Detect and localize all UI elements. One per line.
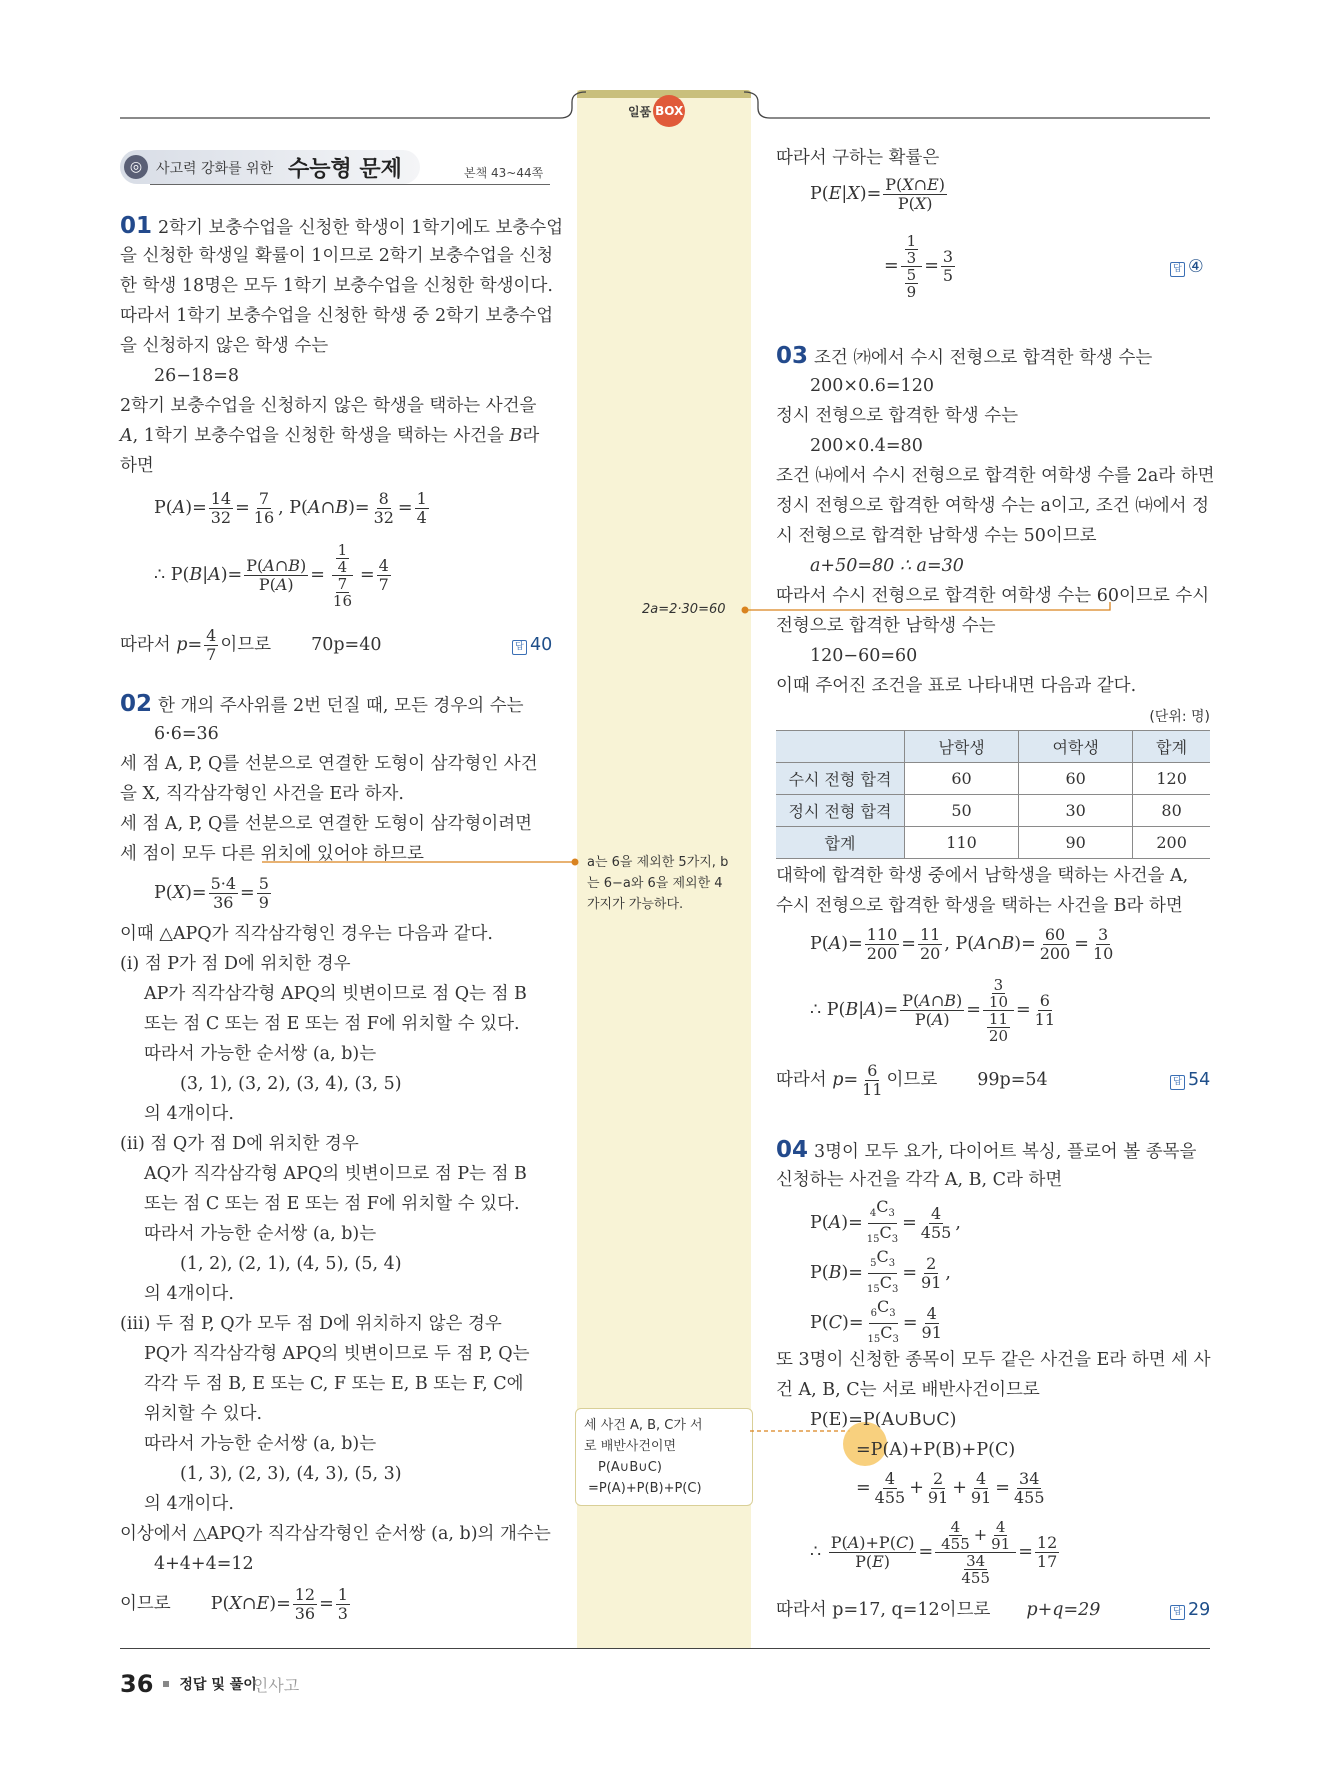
q03-line11: 120−60=60 [810,646,918,666]
q02-case3-f: 의 4개이다. [144,1494,234,1514]
q01-line5: 을 신청하지 않은 학생 수는 [120,336,329,356]
q01-conclusion: 따라서 p= $\frac{4}{7}$ 이므로 70p=40 [120,626,382,664]
q03-number: 03 [776,343,809,369]
q04-eq-pa: P(A)= $\frac{_4C_3}{_{15}C_3}$ = $\frac{4}{455}$ , [810,1197,961,1246]
q01-line7: 2학기 보충수업을 신청하지 않은 학생을 택하는 사건을 [120,396,537,416]
q02-line2: 6·6=36 [154,724,219,744]
q02-line9: 4+4+4=12 [154,1554,254,1574]
q03-line3: 정시 전형으로 합격한 학생 수는 [776,406,1019,426]
table-header-cell: 남학생 [905,731,1019,763]
table-cell: 수시 전형 합격 [776,763,905,795]
q04-eq-pb: P(B)= $\frac{_5C_3}{_{15}C_3}$ = $\frac{2}{91}$ , [810,1247,951,1296]
footer-ghost: 인사고 [252,1675,300,1695]
q01-line8: A, 1학기 보충수업을 신청한 학생을 택하는 사건을 B라 [120,426,540,446]
q03-line5: 조건 ㈏에서 수시 전형으로 합격한 여학생 수를 2a라 하면 [776,466,1215,486]
table-row [776,763,1210,795]
footer-square-icon [163,1681,169,1687]
q03-line1: 03 조건 ㈎에서 수시 전형으로 합격한 학생 수는 [776,343,1153,369]
q02-r1: 따라서 구하는 확률은 [776,148,940,168]
q02-eq1: P(X)= $\frac{5\cdot 4}{36}$ = $\frac{5}{9}$ [154,874,269,912]
q02-case2-c: 따라서 가능한 순서쌍 (a, b)는 [144,1224,377,1244]
table-cell: 200 [1133,827,1210,859]
table-cell: 정시 전형 합격 [776,795,905,827]
table-cell: 120 [1133,763,1210,795]
q02-eq4: = $\frac{\frac{1}{3}}{\frac{5}{9}}$ = $\frac{3}{5}$ [884,232,954,301]
q02-line3: 세 점 A, P, Q를 선분으로 연결한 도형이 삼각형인 사건 [120,754,538,774]
q01-line9: 하면 [120,456,154,476]
q01-line4: 따라서 1학기 보충수업을 신청한 학생 중 2학기 보충수업 [120,306,554,326]
table-cell: 30 [1019,795,1133,827]
q03-line9: 따라서 수시 전형으로 합격한 여학생 수는 60이므로 수시 [776,586,1210,606]
badge-box: BOX [653,95,685,127]
table-header-cell: 여학생 [1019,731,1133,763]
footer-rule [120,1648,1210,1649]
q02-answer: 답 ④ [1170,257,1204,277]
q03-line13: 대학에 합격한 학생 중에서 남학생을 택하는 사건을 A, [776,866,1189,886]
table-cell: 60 [905,763,1019,795]
table-header-row [776,731,1210,763]
q02-number: 02 [120,691,153,717]
q02-line4: 을 X, 직각삼각형인 사건을 E라 하자. [120,784,404,804]
table-row [776,827,1210,859]
title-small: 사고력 강화를 위한 [156,161,274,177]
target-icon: ◎ [124,155,148,179]
badge-label: 일품 [628,104,652,119]
q03-eq2: ∴ P(B|A)= $\frac{P(A\cap B)}{P(A)}$ = $\frac{\frac{3}{10}}{\frac{11}{20}}$ = $\frac{6}{11}$ [810,976,1056,1045]
table-cell: 110 [905,827,1019,859]
q02-case3-c: 위치할 수 있다. [144,1404,263,1424]
page-number: 36 [120,1670,154,1698]
q01-line6: 26−18=8 [154,366,239,386]
q04-line2: 신청하는 사건을 각각 A, B, C라 하면 [776,1170,1063,1190]
q04-line6: =P(A)+P(B)+P(C) [856,1440,1016,1460]
q02-case1-a: AP가 직각삼각형 APQ의 빗변이므로 점 Q는 점 B [144,984,527,1004]
q04-eq-final: ∴ $\frac{P(A)+P(C)}{P(E)}$ = $\frac{4}{455}$ + $\frac{4}{91}$ $\frac{34}{455}$ = $\frac{12}{17}$ [810,1518,1058,1587]
q02-line6: 세 점이 모두 다른 위치에 있어야 하므로 [120,844,424,864]
q02-case1-head: (ⅰ) 점 P가 점 D에 위치한 경우 [120,954,351,974]
q02-case2-e: 의 4개이다. [144,1284,234,1304]
note-ab: a는 6을 제외한 5가지, b 는 6−a와 6을 제외한 4 가지가 가능하다. [587,855,729,912]
q03-answer: 답 54 [1170,1070,1210,1090]
q03-line10: 전형으로 합격한 남학생 수는 [776,616,996,636]
q04-line4: 건 A, B, C는 서로 배반사건이므로 [776,1380,1040,1400]
table-cell: 80 [1133,795,1210,827]
q02-line8: 이상에서 △APQ가 직각삼각형인 순서쌍 (a, b)의 개수는 [120,1524,551,1544]
q01-number: 01 [120,213,153,239]
q02-case1-b: 또는 점 C 또는 점 E 또는 점 F에 위치할 수 있다. [144,1014,520,1034]
q02-case1-e: 의 4개이다. [144,1104,234,1124]
q03-line2: 200×0.6=120 [810,376,934,396]
q03-line4: 200×0.4=80 [810,436,923,456]
table-row [776,795,1210,827]
q01-eq2: ∴ P(B|A)= $\frac{P(A\cap B)}{P(A)}$ = $\frac{\frac{1}{4}}{\frac{7}{16}}$ = $\frac{4}{7}$ [154,541,389,610]
q01-eq1: P(A)= $\frac{14}{32}$ = $\frac{7}{16}$ , P(A∩B)= $\frac{8}{32}$ = $\frac{1}{4}$ [154,489,427,527]
q01-answer: 답 40 [512,635,552,655]
table-header-cell [776,731,905,763]
q02-case2-a: AQ가 직각삼각형 APQ의 빗변이므로 점 P는 점 B [144,1164,527,1184]
q04-eq-sum: = $\frac{4}{455}$ + $\frac{2}{91}$ + $\frac{4}{91}$ = $\frac{34}{455}$ [856,1469,1045,1507]
q02-case3-a: PQ가 직각삼각형 APQ의 빗변이므로 두 점 P, Q는 [144,1344,530,1364]
q04-line5: P(E)=P(A∪B∪C) [810,1410,957,1430]
right-column [776,0,1215,1700]
q03-line6: 정시 전형으로 합격한 여학생 수는 a이고, 조건 ㈐에서 정 [776,496,1210,516]
table-cell: 60 [1019,763,1133,795]
q03-line8: a+50=80 ∴ a=30 [810,556,964,576]
section-ref: 본책 43~44쪽 [464,166,544,180]
q02-eq2: 이므로 P(X∩E)= $\frac{12}{36}$ = $\frac{1}{3}$ [120,1585,348,1623]
q02-case2-head: (ⅱ) 점 Q가 점 D에 위치한 경우 [120,1134,359,1154]
q01-line2: 을 신청한 학생일 확률이 1이므로 2학기 보충수업을 신청 [120,246,554,266]
q02-eq3: P(E|X)= $\frac{P(X\cap E)}{P(X)}$ [810,175,946,213]
q04-line3: 또 3명이 신청한 종목이 모두 같은 사건을 E라 하면 세 사 [776,1350,1211,1370]
q02-case2-d: (1, 2), (2, 1), (4, 5), (5, 4) [180,1254,402,1274]
q01-line3: 한 학생 18명은 모두 1학기 보충수업을 신청한 학생이다. [120,276,553,296]
title-big: 수능형 문제 [288,157,402,182]
q02-case2-b: 또는 점 C 또는 점 E 또는 점 F에 위치할 수 있다. [144,1194,520,1214]
table-cell: 90 [1019,827,1133,859]
table-cell: 50 [905,795,1019,827]
q02-case3-b: 각각 두 점 B, E 또는 C, F 또는 E, B 또는 F, C에 [144,1374,524,1394]
q02-line1: 02 한 개의 주사위를 2번 던질 때, 모든 경우의 수는 [120,691,524,717]
q04-number: 04 [776,1137,809,1163]
q03-line7: 시 전형으로 합격한 남학생 수는 50이므로 [776,526,1097,546]
q03-line14: 수시 전형으로 합격한 학생을 택하는 사건을 B라 하면 [776,896,1183,916]
q02-case3-d: 따라서 가능한 순서쌍 (a, b)는 [144,1434,377,1454]
q02-case3-e: (1, 3), (2, 3), (4, 3), (5, 3) [180,1464,402,1484]
table-cell: 합계 [776,827,905,859]
q04-eq-pc: P(C)= $\frac{_6C_3}{_{15}C_3}$ = $\frac{4}{91}$ [810,1297,942,1346]
q04-answer: 답 29 [1170,1600,1210,1620]
footer-label: 정답 및 풀이 [179,1677,257,1693]
footer [120,1670,299,1698]
q03-eq1: P(A)= $\frac{110}{200}$ = $\frac{11}{20}$ , P(A∩B)= $\frac{60}{200}$ = $\frac{3}{10}$ [810,925,1114,963]
q02-case3-head: (ⅲ) 두 점 P, Q가 모두 점 D에 위치하지 않은 경우 [120,1314,502,1334]
table-header-cell: 합계 [1133,731,1210,763]
q02-case1-d: (3, 1), (3, 2), (3, 4), (3, 5) [180,1074,402,1094]
q01-line1: 01 2학기 보충수업을 신청한 학생이 1학기에도 보충수업 [120,213,564,239]
note-exclusive: 세 사건 A, B, C가 서 로 배반사건이면 P(A∪B∪C) =P(A)+P(B)+P(C) [575,1408,753,1506]
q03-conclusion: 따라서 p= $\frac{6}{11}$ 이므로 99p=54 [776,1061,1048,1099]
q04-line1: 04 3명이 모두 요가, 다이어트 복싱, 플로어 볼 종목을 [776,1137,1197,1163]
note-2a: 2a=2·30=60 [642,602,726,617]
q03-line12: 이때 주어진 조건을 표로 나타내면 다음과 같다. [776,676,1137,696]
q02-case1-c: 따라서 가능한 순서쌍 (a, b)는 [144,1044,377,1064]
q02-line5: 세 점 A, P, Q를 선분으로 연결한 도형이 삼각형이려면 [120,814,533,834]
table-unit: (단위: 명) [1149,709,1210,725]
result-table [776,730,1210,859]
q04-conclusion: 따라서 p=17, q=12이므로 p+q=29 [776,1600,1101,1620]
q02-line7: 이때 △APQ가 직각삼각형인 경우는 다음과 같다. [120,924,493,944]
